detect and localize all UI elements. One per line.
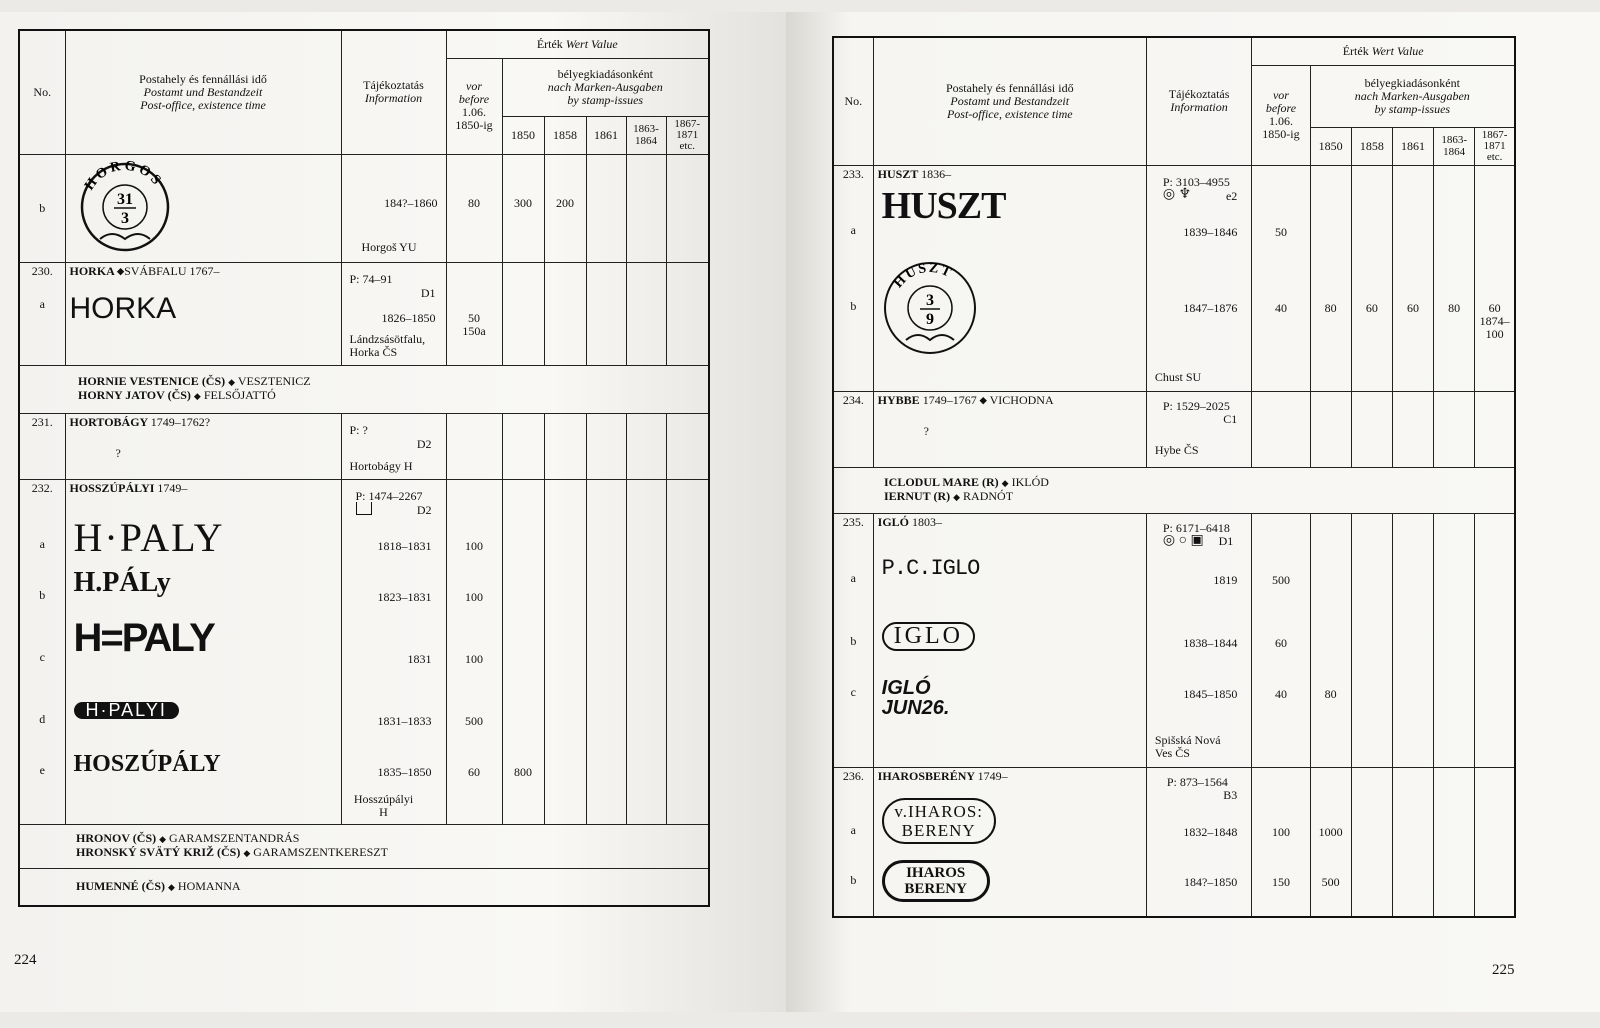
entry-title: HORKA ◆SVÁBFALU 1767– <box>69 263 220 278</box>
left-catalogue-table <box>18 29 710 907</box>
table-row: HORNIE VESTENICE (ČS) ◆ VESZTENICZ HORNY JATOV (ČS) ◆ FELSŐJATTÓ <box>19 365 709 413</box>
svg-text:3: 3 <box>120 209 129 227</box>
iglo-stamp-b: IGLO <box>882 622 975 651</box>
svg-text:HORGOS: HORGOS <box>81 158 165 193</box>
huszt-seal-stamp <box>880 258 980 358</box>
col-header-1867: 1867- 1871 etc. <box>666 116 709 154</box>
table-row: 231. HORTOBÁGY 1749–1762? ? P: ? D2 Hortobágy H <box>19 413 709 479</box>
hpaly-stamp-d: H·PALYI <box>74 702 179 719</box>
col-header-before-1850: vor before 1.06. 1850-ig <box>446 58 502 154</box>
col-header-1861: 1861 <box>586 116 626 154</box>
col-header-1863: 1863- 1864 <box>626 116 666 154</box>
svg-text:9: 9 <box>925 310 934 328</box>
iharos-stamp-b: IHAROS BERENY <box>882 860 990 902</box>
table-row: HRONOV (ČS) ◆ GARAMSZENTANDRÁS HRONSKÝ SVÄTÝ KRIŽ (ČS) ◆ GARAMSZENTKERESZT <box>19 824 709 868</box>
iglo-stamp-c: IGLÓ JUN26. <box>881 676 950 719</box>
table-row: 236. a b IHAROSBERÉNY 1749– v.IHAROS: BERENY IHAROS BERENY P: 873–1564 B3 1832–1848 184?–1850 100 150 1000 500 <box>833 767 1515 917</box>
hpaly-stamp-b: H.PÁLy <box>73 566 171 598</box>
table-row: b HORGOS 31 3 184?–1860 Horgoš YU 80 300 200 <box>19 154 709 262</box>
horgos-seal-stamp <box>70 157 180 257</box>
hpaly-stamp-e: HOSZÚPÁLY <box>73 750 221 777</box>
iharos-stamp-a: v.IHAROS: BERENY <box>882 798 996 844</box>
stamp-cell <box>65 154 341 262</box>
col-header-by-issues: bélyegkiadásonként nach Marken-Ausgaben by stamp-issues <box>502 58 709 116</box>
table-row: 232. a b c d e HOSSZÚPÁLYI 1749– H·PALY H.PÁLy H=PALY H·PALYI HOSZÚPÁLY P: 1474–2267 D2 1818–1831 1823–1831 1831 1831–1833 1835–1850 Hosszúpályi H 100 100 100 500 60 800 <box>19 479 709 824</box>
svg-text:31: 31 <box>116 190 133 208</box>
table-row: 234. HYBBE 1749–1767 ◆ VICHODNA ? P: 1529–2025 C1 Hybe ČS <box>833 391 1515 467</box>
page-number: 225 <box>1492 962 1515 978</box>
col-header-post-office: Postahely és fennállási idő Postamt und Bestandzeit Post-office, existence time <box>65 30 341 154</box>
svg-text:HUSZT: HUSZT <box>890 260 955 291</box>
table-row: 235. a b c IGLÓ 1803– P.C.IGLO IGLO IGLÓ JUN26. P: 6171–6418 ◎ ○ ▣ D1 1819 1838–1844 1845–1850 Spišská Nová Ves ČS 500 60 40 80 <box>833 513 1515 767</box>
col-header-no: No. <box>19 30 65 154</box>
cancel-symbols-icon: ◎ ♆ <box>1162 186 1192 202</box>
entry-number: 230. <box>31 263 53 278</box>
col-header-value: Érték Wert Value <box>446 30 709 58</box>
hpaly-stamp-c: H=PALY <box>73 615 214 660</box>
iglo-stamp-a: P.C.IGLO <box>881 555 980 581</box>
col-header-1858: 1858 <box>544 116 586 154</box>
hpaly-stamp-a: H·PALY <box>73 514 225 560</box>
right-catalogue-table: No. Postahely és fennállási idő Postamt und Bestandzeit Post-office, existence time Tájékoztatás Information Érték Wert Value vor before 1.06. 1850-ig bélyegkiadásonként nach Marken-Ausgaben by stamp-issues 1850 1858 1861 1863- 1864 1867- 1871 etc. 233. a b HUSZT 1836– HUSZT HUSZT 3 9 P: 3103–4955 ◎ ♆ e2 1839–1846 1847–1876 Chust SU 50 40 80 60 60 80 60 1874– 100 234. HYBBE 1749–1767 ◆ VICHODNA ? P: 1529–2025 C1 Hybe ČS ICLODUL MARE (R) ◆ IKLÓD IERNUT (R) ◆ RADNÓT 235. a b c IGLÓ 1803– P.C.IGLO IGLO IGLÓ JUN26. P: 6171–6418 ◎ ○ ▣ D1 1819 1838–1844 1845–1850 Spišská Nová Ves ČS 500 60 40 80 236. a b IHAROSBERÉNY 1749– v.IHAROS: BERENY IHAROS BERENY P: 873–1564 B3 1832–1848 184?–1850 100 150 1000 500 <box>832 36 1516 918</box>
col-header-1850: 1850 <box>502 116 544 154</box>
right-page <box>786 12 1600 1012</box>
col-header-information: Tájékoztatás Information <box>341 30 446 154</box>
table-row: ICLODUL MARE (R) ◆ IKLÓD IERNUT (R) ◆ RADNÓT <box>833 467 1515 513</box>
cancel-symbols-icon: ◎ ○ ▣ <box>1162 532 1204 548</box>
info-cell: 184?–1860 Horgoš YU <box>341 154 446 262</box>
table-row: HUMENNÉ (ČS) ◆ HOMANNA <box>19 868 709 906</box>
table-row: 233. a b HUSZT 1836– HUSZT HUSZT 3 9 P: 3103–4955 ◎ ♆ e2 1839–1846 1847–1876 Chust SU 50 40 80 60 60 80 60 1874– 100 <box>833 165 1515 391</box>
huszt-stamp-a: HUSZT <box>881 184 1006 227</box>
row-sub-label: b <box>19 154 65 262</box>
table-row: 230. a HORKA ◆SVÁBFALU 1767– HORKA P: 74–91 D1 1826–1850 Lándzsásötfalu, Horka ČS 50 150a <box>19 262 709 365</box>
page-number: 224 <box>14 952 37 968</box>
horka-stamp: HORKA <box>69 292 177 326</box>
left-page <box>0 12 786 1012</box>
svg-text:3: 3 <box>925 291 934 309</box>
